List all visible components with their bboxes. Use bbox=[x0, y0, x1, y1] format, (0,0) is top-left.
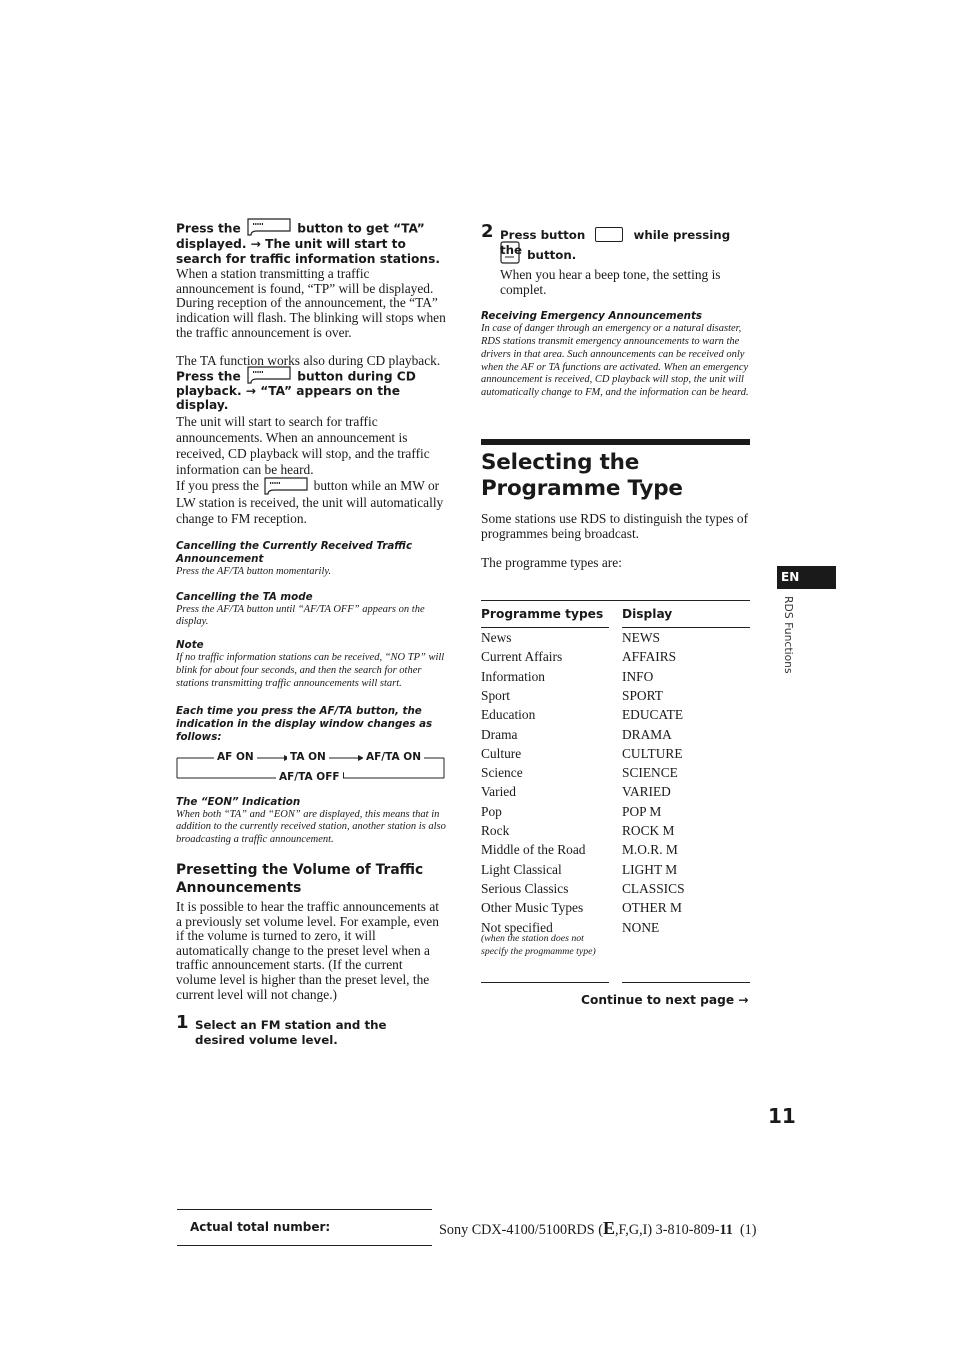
table-cell-programme-type: Drama bbox=[481, 726, 518, 742]
table-cell-programme-type: Culture bbox=[481, 745, 522, 761]
cd-description: The unit will start to search for traffic announcements. When an announcement is received, CD playback will stop, and the traffic information can be heard. bbox=[176, 413, 430, 477]
step-2: 2 Press button while pressing the button. bbox=[481, 221, 731, 262]
tall-button-icon bbox=[500, 241, 519, 263]
cd-instruction: Press the button during CD playback. → “TA” appears on the display. bbox=[176, 369, 446, 413]
rectangular-button-icon bbox=[595, 227, 623, 242]
table-cell-programme-type: Sport bbox=[481, 687, 511, 703]
note-body: If no traffic information stations can be received, “NO TP” will blink for about four seconds, and then the search for other stations transmitting traffic announcements will start. bbox=[176, 652, 445, 689]
preset-body: It is possible to hear the traffic announcements at a previously set volume level. For example, even if the volume is turned to zero, it will automatically change to the preset level when a traffic announcement starts. (If the current volume level is higher than the preset level, the current level will not change.) bbox=[176, 899, 440, 1002]
table-top-rule bbox=[481, 600, 750, 601]
cancel-body: Press the AF/TA button momentarily. bbox=[176, 565, 332, 577]
table-cell-display: ROCK M bbox=[622, 823, 675, 838]
continue-next-page: Continue to next page → bbox=[581, 993, 749, 1007]
model-code: Sony CDX-4100/5100RDS (E,F,G,I) 3-810-809-11 (1) bbox=[439, 1218, 757, 1238]
table-cell-programme-type: Varied bbox=[481, 784, 516, 800]
ta-instruction: Press the button to get “TA” displayed. → The unit will start to search for traffic information stations. bbox=[176, 221, 446, 266]
table-cell-programme-type: Rock bbox=[481, 823, 510, 838]
af-ta-button-icon bbox=[247, 366, 291, 382]
table-cell-display: DRAMA bbox=[622, 726, 672, 742]
cancel-heading: Cancelling the Currently Received Traffic Announcement bbox=[176, 539, 413, 565]
cd-intro: The TA function works also during CD playback. bbox=[176, 353, 441, 369]
footer-rule-top bbox=[177, 1209, 432, 1210]
table-cell-programme-type: News bbox=[481, 630, 512, 645]
step-1 bbox=[176, 1012, 446, 1050]
table-cell-display: CULTURE bbox=[622, 745, 683, 761]
table-cell-display: VARIED bbox=[622, 784, 671, 800]
table-cell-display: LIGHT M bbox=[622, 861, 678, 877]
af-ta-cycle-diagram bbox=[176, 748, 446, 794]
table-cell-programme-type: Current Affairs bbox=[481, 649, 563, 665]
left-column bbox=[176, 221, 446, 1050]
cancel-ta-heading: Cancelling the TA mode bbox=[176, 590, 313, 603]
preset-heading: Presetting the Volume of Traffic Announcements bbox=[176, 862, 424, 897]
emergency-body: In case of danger through an emergency or a natural disaster, RDS stations transmit emergency announcements to warn the drivers in that area. Such announcements can be received only when the AF or TA functions are activated. When an emergency announcement is received, CD playback will stop, the unit will automatically change to FM, and the information can be heard. bbox=[481, 323, 749, 399]
table-cell-programme-type: Science bbox=[481, 765, 523, 781]
table-cell-programme-type: Pop bbox=[481, 803, 502, 819]
right-column bbox=[481, 221, 751, 571]
table-cell-programme-type: Education bbox=[481, 707, 536, 723]
cycle-heading: Each time you press the AF/TA button, the indication in the display window changes as follows: bbox=[176, 704, 433, 743]
table-bottom-rule-right bbox=[622, 982, 750, 983]
table-cell-display: INFO bbox=[622, 668, 654, 684]
cycle-af-ta-off: AF/TA OFF bbox=[276, 771, 343, 783]
footer-rule-bottom bbox=[177, 1245, 432, 1246]
table-header-rule-right bbox=[622, 627, 750, 628]
table-header-display: Display bbox=[622, 607, 673, 621]
ta-description: When a station transmitting a traffic announcement is found, “TP” will be displayed. During reception of the announcement, the “TA” indication will flash. The blinking will stops when the traffic announcement is over. bbox=[176, 266, 446, 340]
table-cell-display: NEWS bbox=[622, 630, 660, 645]
language-tab: EN bbox=[777, 566, 836, 589]
table-bottom-rule-left bbox=[481, 982, 609, 983]
section-rule bbox=[481, 439, 750, 445]
table-cell-display: CLASSICS bbox=[622, 880, 685, 896]
actual-total-number: Actual total number: bbox=[190, 1220, 331, 1234]
eon-body: When both “TA” and “EON” are displayed, this means that in addition to the currently received station, another station is also broadcasting a traffic announcement. bbox=[176, 808, 446, 846]
table-cell-display: SPORT bbox=[622, 687, 663, 703]
af-ta-button-icon bbox=[247, 218, 291, 234]
step-1-number: 1 bbox=[176, 1012, 189, 1034]
table-cell-display: AFFAIRS bbox=[622, 649, 677, 665]
table-cell-display: NONE bbox=[622, 919, 660, 935]
emergency-heading: Receiving Emergency Announcements bbox=[481, 310, 703, 323]
af-ta-button-icon bbox=[264, 477, 308, 493]
table-cell-programme-type: Serious Classics bbox=[481, 880, 569, 896]
cycle-af-on: AF ON bbox=[214, 751, 257, 763]
types-intro: The programme types are: bbox=[481, 555, 622, 571]
table-cell-programme-type: Not specified bbox=[481, 919, 553, 935]
cycle-af-ta-on: AF/TA ON bbox=[363, 751, 424, 763]
programme-types-table bbox=[481, 600, 751, 990]
section-intro: Some stations use RDS to distinguish the types of programmes being broadcast. bbox=[481, 510, 749, 541]
table-cell-programme-type: Light Classical bbox=[481, 861, 562, 877]
table-cell-display: EDUCATE bbox=[622, 707, 683, 723]
table-header-programme-types: Programme types bbox=[481, 607, 604, 621]
cycle-ta-on: TA ON bbox=[287, 751, 329, 763]
eon-heading: The “EON” Indication bbox=[176, 795, 301, 808]
table-cell-display: OTHER M bbox=[622, 900, 682, 916]
table-cell-programme-type: Middle of the Road bbox=[481, 842, 586, 858]
table-cell-display: M.O.R. M bbox=[622, 842, 678, 858]
table-cell-display: SCIENCE bbox=[622, 765, 678, 781]
page-number: 11 bbox=[768, 1104, 796, 1128]
table-cell-programme-type: Other Music Types bbox=[481, 900, 584, 916]
mw-description: If you press the button while an MW or LW station is received, the unit will automatically change to FM reception. bbox=[176, 477, 444, 526]
step-2-number: 2 bbox=[481, 221, 494, 242]
step-1-text: Select an FM station and the desired volume level. bbox=[195, 1018, 387, 1047]
section-title: Selecting the Programme Type bbox=[481, 449, 683, 501]
section-side-label: RDS Functions bbox=[782, 596, 795, 674]
note-heading: Note bbox=[176, 639, 204, 652]
step-2-body: When you hear a beep tone, the setting is complet. bbox=[500, 267, 721, 297]
table-note: (when the station does not specify the progmamme type) bbox=[481, 933, 596, 957]
table-cell-programme-type: Information bbox=[481, 668, 545, 684]
table-cell-display: POP M bbox=[622, 803, 662, 819]
cancel-ta-body: Press the AF/TA button until “AF/TA OFF” appears on the display. bbox=[176, 603, 425, 628]
table-header-rule-left bbox=[481, 627, 609, 628]
